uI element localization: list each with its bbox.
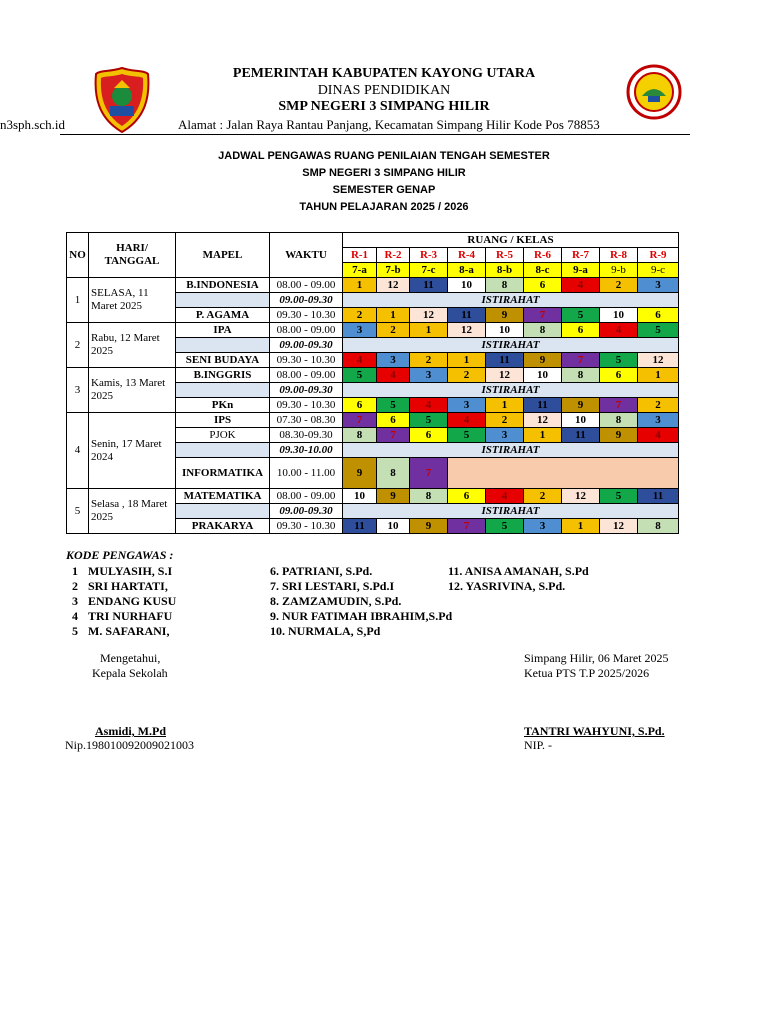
- proctor-code-cell: 8: [638, 519, 679, 534]
- day-number: 2: [67, 323, 89, 368]
- proctor-code-cell: 2: [410, 353, 448, 368]
- break-label: ISTIRAHAT: [343, 293, 679, 308]
- col-time-header: WAKTU: [270, 233, 343, 278]
- dept-header: DINAS PENDIDIKAN: [317, 83, 451, 98]
- proctor-code-cell: 9: [486, 308, 524, 323]
- proctor-code-cell: 2: [638, 398, 679, 413]
- proctor-code-cell: 11: [524, 398, 562, 413]
- proctor-code-cell: 4: [377, 368, 410, 383]
- day-date: Senin, 17 Maret 2024: [89, 413, 176, 489]
- schedule-table: [66, 232, 679, 534]
- proctor-code-cell: 2: [343, 308, 377, 323]
- proctor-code-cell: 1: [562, 519, 600, 534]
- proctor-number: 3: [72, 594, 78, 608]
- proctor-code-cell: 11: [638, 489, 679, 504]
- proctor-code-cell: 5: [600, 489, 638, 504]
- proctor-code-cell: 5: [638, 323, 679, 338]
- proctor-name: 6. PATRIANI, S.Pd.: [270, 564, 373, 578]
- day-number: 1: [67, 278, 89, 323]
- proctor-code-cell: 9: [343, 458, 377, 489]
- subject-cell: P. AGAMA: [176, 308, 270, 323]
- day-date: Rabu, 12 Maret 2025: [89, 323, 176, 368]
- place-date: Simpang Hilir, 06 Maret 2025: [524, 651, 669, 665]
- proctor-code-cell: 2: [448, 368, 486, 383]
- time-cell: 09.30 - 10.30: [270, 398, 343, 413]
- break-blank: [176, 383, 270, 398]
- room-header: R-2: [377, 248, 410, 263]
- proctor-code-cell: 8: [600, 413, 638, 428]
- proctor-name: 9. NUR FATIMAH IBRAHIM,S.Pd: [270, 609, 453, 623]
- proctor-code-cell: 6: [377, 413, 410, 428]
- break-blank: [176, 443, 270, 458]
- col-subject-header: MAPEL: [176, 233, 270, 278]
- day-date: Selasa , 18 Maret 2025: [89, 489, 176, 534]
- proctor-code-cell: 8: [410, 489, 448, 504]
- proctor-code-cell: 12: [377, 278, 410, 293]
- proctor-code-cell: 7: [448, 519, 486, 534]
- website-text: n3sph.sch.id: [0, 117, 65, 132]
- proctor-code-cell: 5: [448, 428, 486, 443]
- proctor-code-cell: 8: [486, 278, 524, 293]
- class-header: 8-b: [486, 263, 524, 278]
- proctor-code-cell: 5: [562, 308, 600, 323]
- proctor-code-cell: 1: [638, 368, 679, 383]
- committee-nip: NIP. -: [524, 738, 553, 752]
- proctor-code-cell: 5: [377, 398, 410, 413]
- proctor-code-cell: 12: [448, 323, 486, 338]
- proctor-code-cell: 3: [638, 413, 679, 428]
- proctor-code-cell: 3: [448, 398, 486, 413]
- proctor-code-cell: 4: [486, 489, 524, 504]
- subject-cell: B.INDONESIA: [176, 278, 270, 293]
- class-header: 7-c: [410, 263, 448, 278]
- room-header: R-4: [448, 248, 486, 263]
- proctor-code-cell: 12: [524, 413, 562, 428]
- principal-name: Asmidi, M.Pd: [95, 724, 167, 738]
- doc-title-2: SMP NEGERI 3 SIMPANG HILIR: [302, 167, 466, 179]
- proctor-name: 8. ZAMZAMUDIN, S.Pd.: [270, 594, 402, 608]
- class-header: 7-a: [343, 263, 377, 278]
- room-header: R-8: [600, 248, 638, 263]
- informatika-blank: [448, 458, 679, 489]
- proctor-code-cell: 1: [377, 308, 410, 323]
- table-row: [67, 323, 679, 338]
- proctor-name: ENDANG KUSU: [88, 594, 177, 608]
- room-header: R-6: [524, 248, 562, 263]
- break-label: ISTIRAHAT: [343, 338, 679, 353]
- proctor-code-cell: 6: [343, 398, 377, 413]
- proctor-code-cell: 10: [343, 489, 377, 504]
- proctor-code-cell: 7: [600, 398, 638, 413]
- proctor-code-cell: 7: [562, 353, 600, 368]
- proctor-code-cell: 6: [410, 428, 448, 443]
- committee-name: TANTRI WAHYUNI, S.Pd.: [524, 724, 665, 738]
- proctor-code-cell: 1: [448, 353, 486, 368]
- proctor-code-cell: 8: [377, 458, 410, 489]
- proctor-code-cell: 3: [486, 428, 524, 443]
- proctor-code-cell: 12: [486, 368, 524, 383]
- proctor-code-cell: 6: [600, 368, 638, 383]
- table-row: [67, 489, 679, 504]
- time-cell: 09.30 - 10.30: [270, 353, 343, 368]
- proctor-code-cell: 1: [410, 323, 448, 338]
- proctor-code-cell: 3: [343, 323, 377, 338]
- class-header: 8-c: [524, 263, 562, 278]
- time-cell: 08.00 - 09.00: [270, 278, 343, 293]
- proctor-codes-title: KODE PENGAWAS :: [66, 548, 174, 562]
- proctor-code-cell: 4: [562, 278, 600, 293]
- break-label: ISTIRAHAT: [343, 383, 679, 398]
- proctor-code-cell: 5: [600, 353, 638, 368]
- break-time: 09.00-09.30: [270, 293, 343, 308]
- time-cell: 08.30-09.30: [270, 428, 343, 443]
- break-label: ISTIRAHAT: [343, 443, 679, 458]
- proctor-code-cell: 2: [486, 413, 524, 428]
- room-header: R-9: [638, 248, 679, 263]
- proctor-code-cell: 9: [562, 398, 600, 413]
- proctor-number: 4: [72, 609, 78, 623]
- proctor-code-cell: 5: [343, 368, 377, 383]
- proctor-code-cell: 12: [638, 353, 679, 368]
- break-label: ISTIRAHAT: [343, 504, 679, 519]
- proctor-number: 5: [72, 624, 78, 638]
- proctor-code-cell: 4: [343, 353, 377, 368]
- class-header: 8-a: [448, 263, 486, 278]
- break-blank: [176, 504, 270, 519]
- proctor-code-cell: 1: [486, 398, 524, 413]
- proctor-code-cell: 10: [448, 278, 486, 293]
- class-header: 9-a: [562, 263, 600, 278]
- proctor-code-cell: 1: [524, 428, 562, 443]
- subject-cell: PJOK: [176, 428, 270, 443]
- subject-cell: PKn: [176, 398, 270, 413]
- proctor-code-cell: 5: [486, 519, 524, 534]
- proctor-code-cell: 11: [486, 353, 524, 368]
- proctor-code-cell: 9: [524, 353, 562, 368]
- proctor-code-cell: 9: [377, 489, 410, 504]
- subject-cell: IPA: [176, 323, 270, 338]
- gov-header: PEMERINTAH KABUPATEN KAYONG UTARA: [232, 66, 536, 81]
- proctor-code-cell: 11: [343, 519, 377, 534]
- proctor-code-cell: 3: [524, 519, 562, 534]
- proctor-name: MULYASIH, S.I: [88, 564, 173, 578]
- subject-cell: SENI BUDAYA: [176, 353, 270, 368]
- day-number: 4: [67, 413, 89, 489]
- proctor-code-cell: 4: [410, 398, 448, 413]
- proctor-code-cell: 2: [377, 323, 410, 338]
- room-header: R-7: [562, 248, 600, 263]
- address-text: Alamat : Jalan Raya Rantau Panjang, Kecamatan Simpang Hilir Kode Pos 78853: [178, 117, 600, 132]
- table-row: [67, 368, 679, 383]
- subject-cell: IPS: [176, 413, 270, 428]
- acknowledged-label: Mengetahui,: [100, 651, 161, 665]
- subject-cell: MATEMATIKA: [176, 489, 270, 504]
- class-header: 9-b: [600, 263, 638, 278]
- proctor-code-cell: 5: [410, 413, 448, 428]
- proctor-code-cell: 6: [638, 308, 679, 323]
- table-row: [67, 278, 679, 293]
- proctor-code-cell: 6: [562, 323, 600, 338]
- doc-title-1: JADWAL PENGAWAS RUANG PENILAIAN TENGAH SEMESTER: [218, 150, 550, 162]
- school-header: SMP NEGERI 3 SIMPANG HILIR: [278, 99, 490, 114]
- proctor-name: 12. YASRIVINA, S.Pd.: [448, 579, 566, 593]
- time-cell: 10.00 - 11.00: [270, 458, 343, 489]
- proctor-code-cell: 10: [486, 323, 524, 338]
- principal-nip: Nip.198010092009021003: [65, 738, 194, 752]
- proctor-code-cell: 10: [524, 368, 562, 383]
- doc-title-4: TAHUN PELAJARAN 2025 / 2026: [299, 201, 469, 213]
- col-day-header: HARI/ TANGGAL: [89, 233, 176, 278]
- proctor-name: 7. SRI LESTARI, S.Pd.I: [270, 579, 395, 593]
- proctor-code-cell: 10: [600, 308, 638, 323]
- proctor-code-cell: 4: [448, 413, 486, 428]
- break-blank: [176, 338, 270, 353]
- proctor-code-cell: 10: [562, 413, 600, 428]
- proctor-code-cell: 11: [410, 278, 448, 293]
- subject-cell: PRAKARYA: [176, 519, 270, 534]
- time-cell: 08.00 - 09.00: [270, 323, 343, 338]
- day-number: 3: [67, 368, 89, 413]
- table-row: [67, 413, 679, 428]
- proctor-code-cell: 1: [343, 278, 377, 293]
- subject-cell: B.INGGRIS: [176, 368, 270, 383]
- proctor-code-cell: 6: [524, 278, 562, 293]
- room-header: R-5: [486, 248, 524, 263]
- proctor-name: 11. ANISA AMANAH, S.Pd: [448, 564, 589, 578]
- proctor-code-cell: 6: [448, 489, 486, 504]
- col-rooms-header: RUANG / KELAS: [343, 233, 679, 248]
- break-time: 09.00-09.30: [270, 504, 343, 519]
- time-cell: 09.30 - 10.30: [270, 519, 343, 534]
- time-cell: 08.00 - 09.00: [270, 489, 343, 504]
- proctor-code-cell: 9: [600, 428, 638, 443]
- time-cell: 08.00 - 09.00: [270, 368, 343, 383]
- proctor-code-cell: 8: [562, 368, 600, 383]
- proctor-code-cell: 7: [524, 308, 562, 323]
- proctor-code-cell: 12: [600, 519, 638, 534]
- principal-title: Kepala Sekolah: [92, 666, 168, 680]
- break-time: 09.00-09.30: [270, 338, 343, 353]
- time-cell: 09.30 - 10.30: [270, 308, 343, 323]
- subject-cell: INFORMATIKA: [176, 458, 270, 489]
- proctor-code-cell: 8: [343, 428, 377, 443]
- break-blank: [176, 293, 270, 308]
- committee-title: Ketua PTS T.P 2025/2026: [524, 666, 650, 680]
- class-header: 9-c: [638, 263, 679, 278]
- header-divider: [60, 134, 690, 135]
- proctor-name: 10. NURMALA, S,Pd: [270, 624, 381, 638]
- proctor-code-cell: 12: [410, 308, 448, 323]
- proctor-code-cell: 12: [562, 489, 600, 504]
- room-header: R-3: [410, 248, 448, 263]
- proctor-code-cell: 7: [377, 428, 410, 443]
- proctor-code-cell: 8: [524, 323, 562, 338]
- proctor-name: SRI HARTATI,: [88, 579, 168, 593]
- proctor-code-cell: 7: [410, 458, 448, 489]
- proctor-code-cell: 3: [638, 278, 679, 293]
- class-header: 7-b: [377, 263, 410, 278]
- proctor-number: 1: [72, 564, 78, 578]
- col-no-header: NO: [67, 233, 89, 278]
- proctor-code-cell: 3: [410, 368, 448, 383]
- time-cell: 07.30 - 08.30: [270, 413, 343, 428]
- proctor-code-cell: 7: [343, 413, 377, 428]
- day-date: Kamis, 13 Maret 2025: [89, 368, 176, 413]
- day-number: 5: [67, 489, 89, 534]
- proctor-code-cell: 4: [638, 428, 679, 443]
- day-date: SELASA, 11 Maret 2025: [89, 278, 176, 323]
- proctor-code-cell: 11: [562, 428, 600, 443]
- proctor-code-cell: 10: [377, 519, 410, 534]
- break-time: 09.30-10.00: [270, 443, 343, 458]
- proctor-code-cell: 3: [377, 353, 410, 368]
- proctor-code-cell: 2: [524, 489, 562, 504]
- proctor-code-cell: 11: [448, 308, 486, 323]
- proctor-code-cell: 2: [600, 278, 638, 293]
- proctor-code-cell: 9: [410, 519, 448, 534]
- proctor-name: M. SAFARANI,: [88, 624, 170, 638]
- proctor-code-cell: 4: [600, 323, 638, 338]
- room-header: R-1: [343, 248, 377, 263]
- break-time: 09.00-09.30: [270, 383, 343, 398]
- proctor-number: 2: [72, 579, 78, 593]
- proctor-name: TRI NURHAFU: [88, 609, 173, 623]
- doc-title-3: SEMESTER GENAP: [332, 184, 436, 196]
